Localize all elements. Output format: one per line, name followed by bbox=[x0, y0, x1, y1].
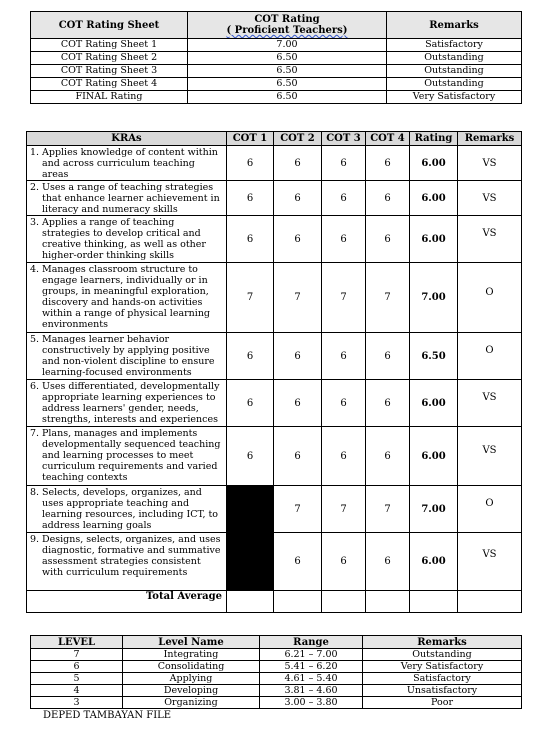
table-row bbox=[31, 91, 522, 104]
cell-cot4: 6 bbox=[366, 216, 410, 263]
cell-cot2: 6 bbox=[274, 146, 322, 181]
cell-rating: 6.00 bbox=[410, 380, 458, 427]
cell-remarks: VS bbox=[458, 216, 522, 263]
cell-cot3: 6 bbox=[322, 181, 366, 216]
cell-cot1: 6 bbox=[227, 146, 274, 181]
table-row bbox=[27, 216, 522, 263]
cell-cot4: 6 bbox=[366, 427, 410, 486]
cell-cot2: 6 bbox=[274, 533, 322, 591]
cell-sheet: COT Rating Sheet 4 bbox=[31, 78, 188, 91]
cell-rating: 6.00 bbox=[410, 146, 458, 181]
cell-range: 5.41 – 6.20 bbox=[260, 661, 363, 673]
kra-number: 1. bbox=[30, 147, 40, 158]
table-row bbox=[31, 673, 522, 685]
cell-remarks: O bbox=[458, 333, 522, 380]
cell-total-cot4 bbox=[366, 591, 410, 613]
cell-level-name: Consolidating bbox=[123, 661, 260, 673]
cell-cot4: 6 bbox=[366, 533, 410, 591]
cell-remarks: VS bbox=[458, 533, 522, 591]
cell-cot2: 6 bbox=[274, 380, 322, 427]
cell-cot2: 6 bbox=[274, 427, 322, 486]
table-row bbox=[31, 661, 522, 673]
table-row bbox=[31, 39, 522, 52]
cell-rating: 6.00 bbox=[410, 181, 458, 216]
cell-cot4: 6 bbox=[366, 146, 410, 181]
header-sheet: COT Rating Sheet bbox=[31, 12, 188, 39]
header-rating-line2: ( Proficient Teachers) bbox=[226, 25, 348, 36]
kra-text: Uses a range of teaching strategies that enhance learner achievement in literacy and numeracy skills bbox=[42, 182, 220, 215]
cell-remarks: O bbox=[458, 263, 522, 333]
cell-cot2: 6 bbox=[274, 333, 322, 380]
header-cot3: COT 3 bbox=[322, 132, 366, 146]
cell-rating: 6.50 bbox=[188, 78, 387, 91]
cell-cot4: 7 bbox=[366, 263, 410, 333]
table-header-row bbox=[31, 12, 522, 39]
table-row bbox=[31, 649, 522, 661]
cell-cot2: 7 bbox=[274, 486, 322, 533]
cell-sheet: COT Rating Sheet 2 bbox=[31, 52, 188, 65]
header-rating bbox=[188, 12, 387, 39]
cell-cot2: 6 bbox=[274, 181, 322, 216]
header-cot4: COT 4 bbox=[366, 132, 410, 146]
cell-remarks: Very Satisfactory bbox=[363, 661, 522, 673]
table-header-row bbox=[31, 636, 522, 649]
kra-cell bbox=[27, 533, 227, 591]
cell-rating: 6.00 bbox=[410, 427, 458, 486]
table-row bbox=[27, 333, 522, 380]
cell-remarks: VS bbox=[458, 427, 522, 486]
table-row bbox=[27, 263, 522, 333]
cell-sheet: COT Rating Sheet 1 bbox=[31, 39, 188, 52]
table-row bbox=[31, 65, 522, 78]
cell-cot4: 6 bbox=[366, 333, 410, 380]
table-row bbox=[31, 78, 522, 91]
header-level-name: Level Name bbox=[123, 636, 260, 649]
cell-cot1-blocked bbox=[227, 533, 274, 591]
table-row bbox=[31, 685, 522, 697]
cell-range: 3.00 – 3.80 bbox=[260, 697, 363, 709]
cell-cot4: 7 bbox=[366, 486, 410, 533]
header-kra: KRAs bbox=[27, 132, 227, 146]
cell-remarks: Outstanding bbox=[363, 649, 522, 661]
kra-cell bbox=[27, 263, 227, 333]
cot-rating-sheet-table bbox=[30, 11, 522, 104]
kra-number: 8. bbox=[30, 487, 40, 498]
total-average-label: Total Average bbox=[27, 591, 227, 613]
cell-cot2: 7 bbox=[274, 263, 322, 333]
cell-remarks: VS bbox=[458, 146, 522, 181]
cell-rating: 7.00 bbox=[410, 486, 458, 533]
cell-range: 3.81 – 4.60 bbox=[260, 685, 363, 697]
header-range: Range bbox=[260, 636, 363, 649]
header-cot2: COT 2 bbox=[274, 132, 322, 146]
cell-remarks: VS bbox=[458, 380, 522, 427]
cell-rating: 7.00 bbox=[410, 263, 458, 333]
kra-cell bbox=[27, 216, 227, 263]
cell-total-rating bbox=[410, 591, 458, 613]
kra-number: 6. bbox=[30, 381, 40, 392]
level-table bbox=[30, 635, 522, 709]
kra-table bbox=[26, 131, 522, 613]
cell-cot1: 6 bbox=[227, 216, 274, 263]
cell-cot3: 6 bbox=[322, 146, 366, 181]
table-row bbox=[27, 146, 522, 181]
cell-cot3: 6 bbox=[322, 533, 366, 591]
cell-total-remarks bbox=[458, 591, 522, 613]
cell-cot3: 6 bbox=[322, 216, 366, 263]
cell-remarks: Very Satisfactory bbox=[387, 91, 522, 104]
header-rating-line1: COT Rating bbox=[254, 14, 320, 25]
table-header-row bbox=[27, 132, 522, 146]
cell-rating: 6.50 bbox=[188, 52, 387, 65]
cell-rating: 6.00 bbox=[410, 216, 458, 263]
cell-level: 4 bbox=[31, 685, 123, 697]
kra-cell bbox=[27, 380, 227, 427]
cell-rating: 6.00 bbox=[410, 533, 458, 591]
cell-total-cot3 bbox=[322, 591, 366, 613]
cell-remarks: Outstanding bbox=[387, 52, 522, 65]
kra-number: 7. bbox=[30, 428, 40, 439]
kra-text: Manages classroom structure to engage learners, individually or in groups, in meaningful exploration, discovery and hands-on activities within a range of physical learning environments bbox=[42, 264, 211, 330]
cell-cot4: 6 bbox=[366, 380, 410, 427]
kra-number: 3. bbox=[30, 217, 40, 228]
kra-cell bbox=[27, 427, 227, 486]
table-row bbox=[31, 697, 522, 709]
cell-remarks: O bbox=[458, 486, 522, 533]
cell-rating: 6.50 bbox=[188, 91, 387, 104]
cell-cot1: 7 bbox=[227, 263, 274, 333]
cell-sheet: FINAL Rating bbox=[31, 91, 188, 104]
header-remarks: Remarks bbox=[458, 132, 522, 146]
cell-cot3: 6 bbox=[322, 380, 366, 427]
header-level: LEVEL bbox=[31, 636, 123, 649]
cell-remarks: Outstanding bbox=[387, 78, 522, 91]
cell-remarks: Satisfactory bbox=[363, 673, 522, 685]
kra-text: Selects, develops, organizes, and uses appropriate teaching and learning resources, including ICT, to address learning goals bbox=[42, 487, 219, 531]
table-row bbox=[27, 486, 522, 533]
cell-level-name: Organizing bbox=[123, 697, 260, 709]
kra-cell bbox=[27, 333, 227, 380]
kra-text: Designs, selects, organizes, and uses diagnostic, formative and summative assessment strategies consistent with curriculum requirements bbox=[42, 534, 221, 578]
cell-level: 3 bbox=[31, 697, 123, 709]
cell-rating: 6.50 bbox=[410, 333, 458, 380]
kra-text: Applies knowledge of content within and across curriculum teaching areas bbox=[42, 147, 218, 180]
header-remarks: Remarks bbox=[363, 636, 522, 649]
cell-remarks: Unsatisfactory bbox=[363, 685, 522, 697]
kra-number: 5. bbox=[30, 334, 40, 345]
table-row bbox=[27, 181, 522, 216]
cell-cot3: 6 bbox=[322, 333, 366, 380]
cell-cot1-blocked bbox=[227, 486, 274, 533]
cell-level-name: Applying bbox=[123, 673, 260, 685]
table-row bbox=[27, 380, 522, 427]
cell-sheet: COT Rating Sheet 3 bbox=[31, 65, 188, 78]
cell-rating: 7.00 bbox=[188, 39, 387, 52]
cell-cot1: 6 bbox=[227, 333, 274, 380]
table-row bbox=[27, 533, 522, 591]
kra-text: Uses differentiated, developmentally appropriate learning experiences to address learners' gender, needs, strengths, interests and experiences bbox=[42, 381, 220, 425]
header-cot1: COT 1 bbox=[227, 132, 274, 146]
header-remarks: Remarks bbox=[387, 12, 522, 39]
cell-remarks: Poor bbox=[363, 697, 522, 709]
kra-text: Manages learner behavior constructively by applying positive and non-violent discipline to ensure learning-focused environments bbox=[42, 334, 215, 378]
kra-cell bbox=[27, 181, 227, 216]
table-row bbox=[27, 427, 522, 486]
cell-rating: 6.50 bbox=[188, 65, 387, 78]
kra-number: 9. bbox=[30, 534, 40, 545]
cell-range: 4.61 – 5.40 bbox=[260, 673, 363, 685]
footer-text: DEPED TAMBAYAN FILE bbox=[43, 710, 172, 721]
kra-cell bbox=[27, 146, 227, 181]
kra-text: Applies a range of teaching strategies to develop critical and creative thinking, as well as other higher-order thinking skills bbox=[42, 217, 206, 261]
header-rating: Rating bbox=[410, 132, 458, 146]
cell-level: 7 bbox=[31, 649, 123, 661]
total-average-row bbox=[27, 591, 522, 613]
cell-cot1: 6 bbox=[227, 427, 274, 486]
cell-total-cot1 bbox=[227, 591, 274, 613]
cell-level-name: Developing bbox=[123, 685, 260, 697]
cell-level: 6 bbox=[31, 661, 123, 673]
cell-cot3: 7 bbox=[322, 263, 366, 333]
kra-number: 4. bbox=[30, 264, 40, 275]
cell-remarks: VS bbox=[458, 181, 522, 216]
cell-range: 6.21 – 7.00 bbox=[260, 649, 363, 661]
kra-number: 2. bbox=[30, 182, 40, 193]
cell-cot4: 6 bbox=[366, 181, 410, 216]
cell-level-name: Integrating bbox=[123, 649, 260, 661]
cell-cot3: 7 bbox=[322, 486, 366, 533]
cell-cot2: 6 bbox=[274, 216, 322, 263]
cell-cot1: 6 bbox=[227, 380, 274, 427]
cell-remarks: Satisfactory bbox=[387, 39, 522, 52]
cell-remarks: Outstanding bbox=[387, 65, 522, 78]
cell-cot3: 6 bbox=[322, 427, 366, 486]
cell-cot1: 6 bbox=[227, 181, 274, 216]
table-row bbox=[31, 52, 522, 65]
cell-total-cot2 bbox=[274, 591, 322, 613]
cell-level: 5 bbox=[31, 673, 123, 685]
kra-text: Plans, manages and implements developmentally sequenced teaching and learning processes to meet curriculum requirements and varied teaching contexts bbox=[42, 428, 221, 483]
kra-cell bbox=[27, 486, 227, 533]
